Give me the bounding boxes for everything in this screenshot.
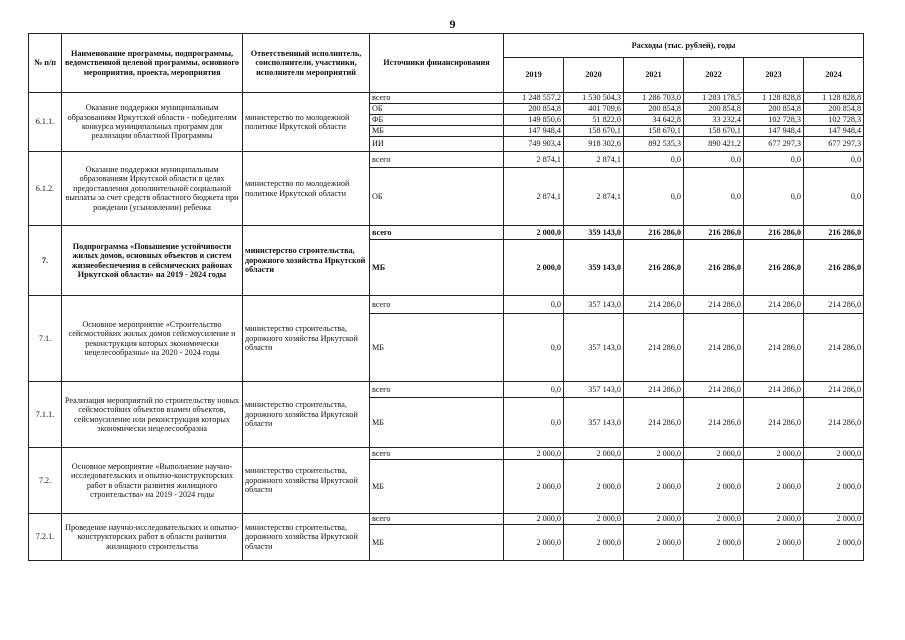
table-row xyxy=(29,514,864,525)
expense-value: 2 000,0 xyxy=(504,514,564,525)
expense-value: 890 421,2 xyxy=(684,137,744,152)
expense-value: 1 286 703,0 xyxy=(624,93,684,104)
expense-value: 2 000,0 xyxy=(684,525,744,561)
row-responsible: министерство строительства, дорожного хозяйства Иркутской области xyxy=(243,514,370,561)
expense-value: 2 000,0 xyxy=(504,226,564,240)
expense-value: 2 874,1 xyxy=(504,168,564,226)
expense-value: 918 302,6 xyxy=(564,137,624,152)
expense-value: 1 248 557,2 xyxy=(504,93,564,104)
expense-value: 214 286,0 xyxy=(684,314,744,382)
expense-value: 149 850,6 xyxy=(504,115,564,126)
expense-value: 158 670,1 xyxy=(564,126,624,137)
expense-value: 2 874,1 xyxy=(564,152,624,168)
source-label: всего xyxy=(370,296,504,314)
row-responsible: министерство по молодежной политике Иркутской области xyxy=(243,93,370,152)
expense-value: 34 642,8 xyxy=(624,115,684,126)
source-label: ФБ xyxy=(370,115,504,126)
row-responsible: министерство строительства, дорожного хозяйства Иркутской области xyxy=(243,382,370,448)
expense-value: 216 286,0 xyxy=(744,240,804,296)
expense-value: 214 286,0 xyxy=(804,296,864,314)
source-label: всего xyxy=(370,93,504,104)
expense-value: 2 000,0 xyxy=(744,460,804,514)
expense-value: 147 948,4 xyxy=(804,126,864,137)
source-label: ИИ xyxy=(370,137,504,152)
source-label: МБ xyxy=(370,314,504,382)
expense-value: 0,0 xyxy=(504,314,564,382)
expense-value: 1 283 178,5 xyxy=(684,93,744,104)
expense-value: 214 286,0 xyxy=(804,382,864,398)
expense-value: 200 854,8 xyxy=(684,104,744,115)
expense-value: 214 286,0 xyxy=(624,382,684,398)
expense-value: 200 854,8 xyxy=(804,104,864,115)
source-label: МБ xyxy=(370,240,504,296)
expense-value: 677 297,3 xyxy=(804,137,864,152)
table-row xyxy=(29,448,864,460)
expense-value: 2 000,0 xyxy=(564,514,624,525)
expense-value: 0,0 xyxy=(504,398,564,448)
table-row xyxy=(29,226,864,240)
source-label: МБ xyxy=(370,525,504,561)
source-label: МБ xyxy=(370,398,504,448)
row-name: Реализация мероприятий по строительству новых сейсмостойких объектов взамен объектов, сейсмоусиление или реконструкция которых экономически нецелесообразна xyxy=(62,382,243,448)
expense-value: 0,0 xyxy=(684,168,744,226)
expense-value: 359 143,0 xyxy=(564,226,624,240)
source-label: МБ xyxy=(370,460,504,514)
row-name: Подпрограмма «Повышение устойчивости жилых домов, основных объектов и систем жизнеобеспечения в сейсмических районах Иркутской области» на 2019 - 2024 годы xyxy=(62,226,243,296)
expense-value: 214 286,0 xyxy=(804,314,864,382)
row-code: 7. xyxy=(29,226,62,296)
header-year: 2023 xyxy=(744,58,804,93)
expense-value: 102 728,3 xyxy=(804,115,864,126)
header-year: 2020 xyxy=(564,58,624,93)
source-label: ОБ xyxy=(370,168,504,226)
table-row xyxy=(29,152,864,168)
expense-value: 0,0 xyxy=(684,152,744,168)
row-name: Основное мероприятие «Выполнение научно-исследовательских и опытно-конструкторских работ в области развития жилищного строительства» на 2019 - 2024 годы xyxy=(62,448,243,514)
row-code: 6.1.2. xyxy=(29,152,62,226)
row-code: 7.1.1. xyxy=(29,382,62,448)
expense-value: 200 854,8 xyxy=(744,104,804,115)
expense-value: 357 143,0 xyxy=(564,382,624,398)
expense-value: 2 000,0 xyxy=(504,460,564,514)
source-label: всего xyxy=(370,152,504,168)
row-name: Основное мероприятие «Строительство сейсмостойких жилых домов сейсмоусиление и реконструкция которых экономически нецелесообразны» на 2020 - 2024 годы xyxy=(62,296,243,382)
expense-value: 0,0 xyxy=(624,152,684,168)
expense-value: 214 286,0 xyxy=(684,382,744,398)
row-responsible: министерство строительства, дорожного хозяйства Иркутской области xyxy=(243,448,370,514)
expense-value: 2 000,0 xyxy=(504,240,564,296)
expense-value: 200 854,8 xyxy=(624,104,684,115)
expense-value: 214 286,0 xyxy=(624,314,684,382)
table-row xyxy=(29,296,864,314)
expense-value: 214 286,0 xyxy=(744,314,804,382)
expense-value: 2 000,0 xyxy=(804,525,864,561)
row-responsible: министерство строительства, дорожного хозяйства Иркутской области xyxy=(243,296,370,382)
expense-value: 158 670,1 xyxy=(624,126,684,137)
header-year: 2024 xyxy=(804,58,864,93)
expense-value: 2 000,0 xyxy=(744,514,804,525)
expense-value: 2 000,0 xyxy=(504,448,564,460)
expense-value: 2 000,0 xyxy=(684,460,744,514)
expense-value: 2 000,0 xyxy=(624,460,684,514)
expense-value: 2 000,0 xyxy=(624,448,684,460)
header-responsible: Ответственный исполнитель, соисполнители, участники, исполнители мероприятий xyxy=(243,34,370,93)
table-row xyxy=(29,382,864,398)
expense-value: 214 286,0 xyxy=(624,296,684,314)
source-label: всего xyxy=(370,226,504,240)
expense-value: 1 128 828,8 xyxy=(804,93,864,104)
expense-value: 216 286,0 xyxy=(624,240,684,296)
expense-value: 892 535,3 xyxy=(624,137,684,152)
expense-value: 214 286,0 xyxy=(804,398,864,448)
expense-value: 359 143,0 xyxy=(564,240,624,296)
row-name: Проведение научно-исследовательских и опытно-конструкторских работ в области развития жилищного строительства xyxy=(62,514,243,561)
expense-value: 214 286,0 xyxy=(744,398,804,448)
source-label: всего xyxy=(370,448,504,460)
expense-value: 51 822,0 xyxy=(564,115,624,126)
expense-value: 0,0 xyxy=(804,168,864,226)
expense-value: 357 143,0 xyxy=(564,314,624,382)
expense-value: 200 854,8 xyxy=(504,104,564,115)
expense-value: 357 143,0 xyxy=(564,398,624,448)
expense-value: 214 286,0 xyxy=(684,398,744,448)
expense-value: 2 874,1 xyxy=(504,152,564,168)
expense-value: 0,0 xyxy=(804,152,864,168)
row-name: Оказание поддержки муниципальным образованиям Иркутской области в целях предоставления дополнительной социальной выплаты за счет средств областного бюджета при рождении (усыновлении) ребенка xyxy=(62,152,243,226)
expense-value: 0,0 xyxy=(504,382,564,398)
expense-value: 2 000,0 xyxy=(744,525,804,561)
row-code: 6.1.1. xyxy=(29,93,62,152)
row-code: 7.2. xyxy=(29,448,62,514)
expense-value: 2 000,0 xyxy=(624,514,684,525)
expense-value: 1 530 504,3 xyxy=(564,93,624,104)
expense-value: 2 000,0 xyxy=(804,514,864,525)
expense-value: 216 286,0 xyxy=(624,226,684,240)
table-body xyxy=(29,93,864,561)
expense-value: 216 286,0 xyxy=(804,226,864,240)
expense-value: 357 143,0 xyxy=(564,296,624,314)
expense-value: 216 286,0 xyxy=(744,226,804,240)
expense-value: 2 000,0 xyxy=(624,525,684,561)
page-number: 9 xyxy=(449,17,456,31)
expense-value: 2 000,0 xyxy=(504,525,564,561)
expense-value: 2 000,0 xyxy=(564,448,624,460)
expense-value: 749 903,4 xyxy=(504,137,564,152)
header-year: 2021 xyxy=(624,58,684,93)
row-code: 7.1. xyxy=(29,296,62,382)
source-label: МБ xyxy=(370,126,504,137)
expense-value: 216 286,0 xyxy=(684,240,744,296)
expense-value: 102 728,3 xyxy=(744,115,804,126)
expense-value: 2 000,0 xyxy=(804,448,864,460)
row-responsible: министерство по молодежной политике Иркутской области xyxy=(243,152,370,226)
expense-value: 401 709,6 xyxy=(564,104,624,115)
table-row xyxy=(29,93,864,104)
header-sources: Источники финансирования xyxy=(370,34,504,93)
table-header xyxy=(29,34,864,93)
source-label: всего xyxy=(370,514,504,525)
expense-value: 33 232,4 xyxy=(684,115,744,126)
header-expenses: Расходы (тыс. рублей), годы xyxy=(504,34,864,58)
source-label: ОБ xyxy=(370,104,504,115)
expense-value: 2 874,1 xyxy=(564,168,624,226)
header-num: № п/п xyxy=(29,34,62,93)
expense-value: 2 000,0 xyxy=(684,514,744,525)
expense-value: 0,0 xyxy=(504,296,564,314)
expense-value: 214 286,0 xyxy=(744,382,804,398)
header-year: 2022 xyxy=(684,58,744,93)
expense-value: 2 000,0 xyxy=(744,448,804,460)
expense-value: 2 000,0 xyxy=(564,460,624,514)
expense-value: 1 128 828,8 xyxy=(744,93,804,104)
source-label: всего xyxy=(370,382,504,398)
header-year: 2019 xyxy=(504,58,564,93)
expense-value: 216 286,0 xyxy=(684,226,744,240)
row-name: Оказание поддержки муниципальным образованиям Иркутской области - победителям конкурса муниципальных программ для реализации областной Программы xyxy=(62,93,243,152)
expense-value: 677 297,3 xyxy=(744,137,804,152)
expense-value: 147 948,4 xyxy=(504,126,564,137)
expense-value: 2 000,0 xyxy=(804,460,864,514)
expense-value: 0,0 xyxy=(744,168,804,226)
expense-value: 214 286,0 xyxy=(624,398,684,448)
budget-table xyxy=(28,33,864,561)
expense-value: 2 000,0 xyxy=(684,448,744,460)
header-name: Наименование программы, подпрограммы, ведомственной целевой программы, основного мероприятия, проекта, мероприятия xyxy=(62,34,243,93)
expense-value: 0,0 xyxy=(624,168,684,226)
row-code: 7.2.1. xyxy=(29,514,62,561)
expense-value: 216 286,0 xyxy=(804,240,864,296)
expense-value: 214 286,0 xyxy=(744,296,804,314)
expense-value: 158 670,1 xyxy=(684,126,744,137)
expense-value: 147 948,4 xyxy=(744,126,804,137)
expense-value: 2 000,0 xyxy=(564,525,624,561)
expense-value: 0,0 xyxy=(744,152,804,168)
row-responsible: министерство строительства, дорожного хозяйства Иркутской области xyxy=(243,226,370,296)
expense-value: 214 286,0 xyxy=(684,296,744,314)
